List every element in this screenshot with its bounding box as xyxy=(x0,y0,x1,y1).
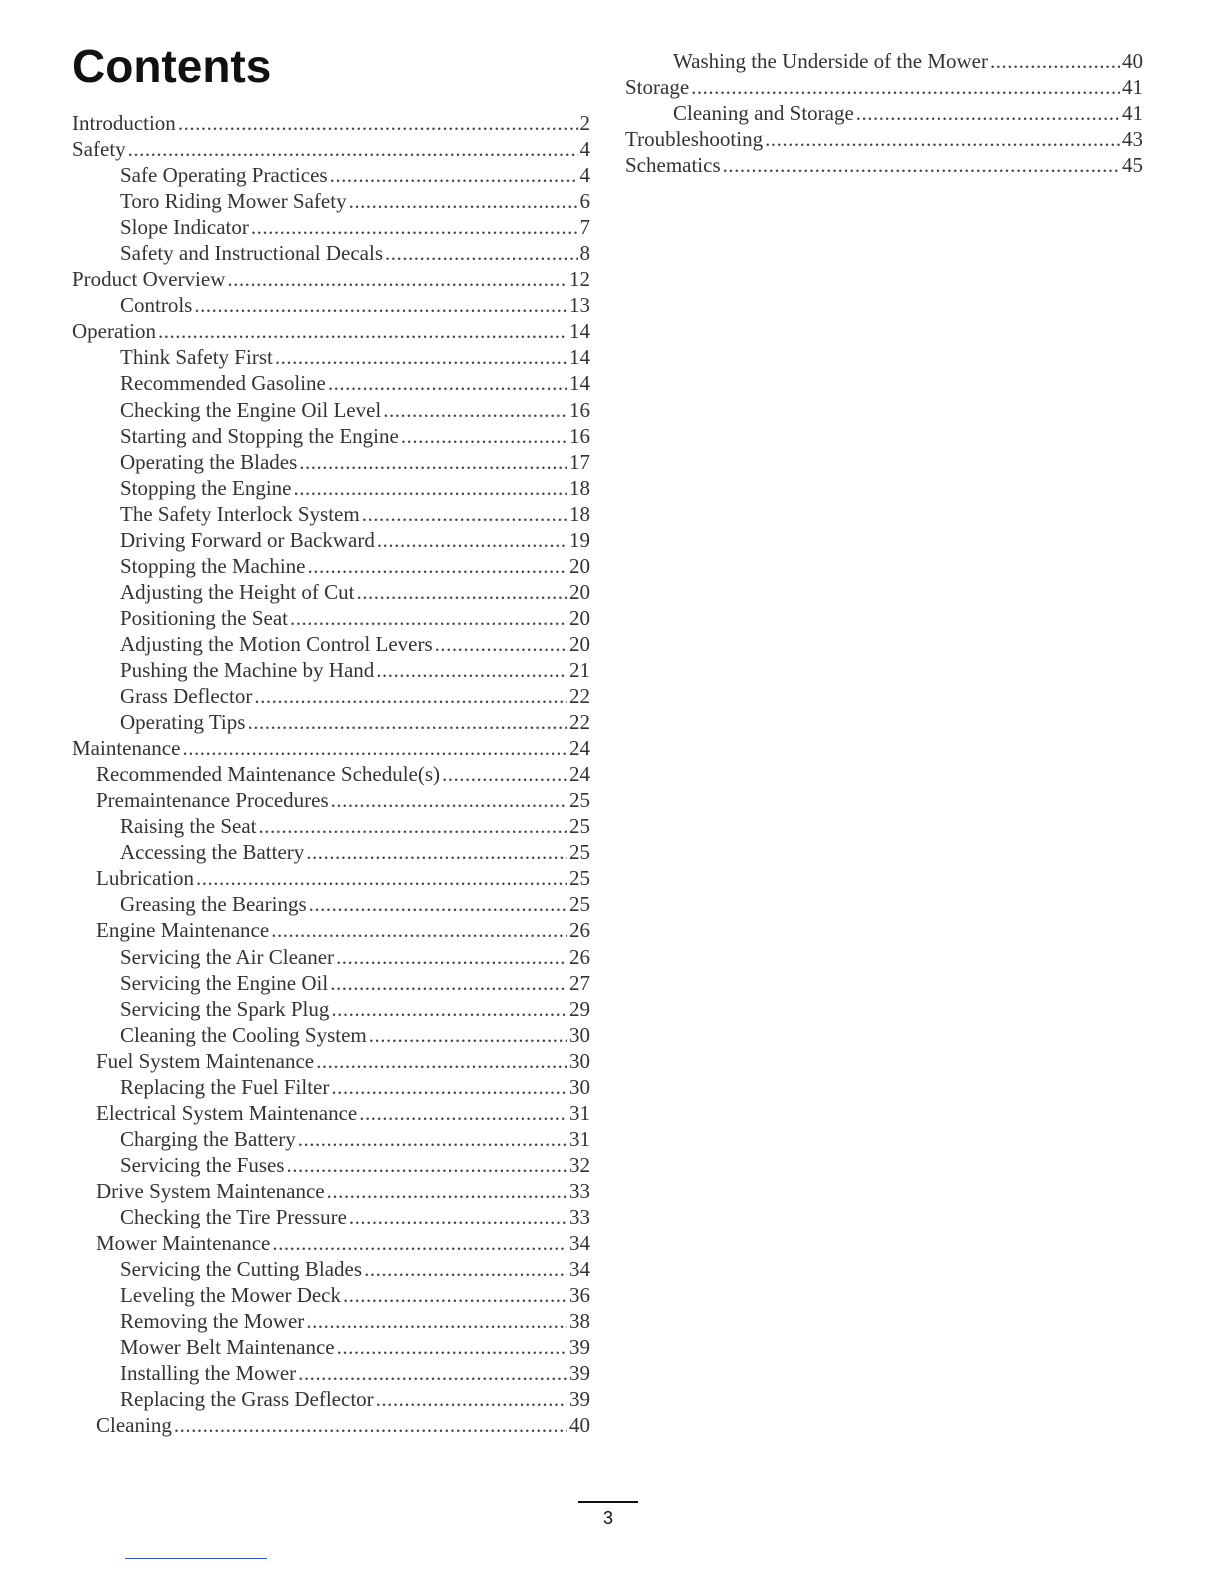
toc-dot-leader xyxy=(990,48,1120,74)
toc-entry-label: Replacing the Grass Deflector xyxy=(120,1387,374,1412)
toc-dot-leader xyxy=(298,1360,567,1386)
toc-entry-label: Lubrication xyxy=(96,866,194,891)
toc-entry-servicing-the-air-cleaner[interactable] xyxy=(72,944,590,970)
toc-entry-fuel-system-maintenance[interactable] xyxy=(72,1048,590,1074)
toc-dot-leader xyxy=(359,1100,567,1126)
toc-entry-page: 39 xyxy=(569,1335,590,1360)
toc-dot-leader xyxy=(258,813,567,839)
toc-entry-checking-the-engine-oil-level[interactable] xyxy=(72,397,590,423)
toc-entry-page: 40 xyxy=(1122,49,1143,73)
toc-dot-leader xyxy=(306,839,567,865)
toc-entry-page: 29 xyxy=(569,996,590,1021)
toc-entry-mower-maintenance[interactable] xyxy=(72,1230,590,1256)
toc-entry-page: 20 xyxy=(569,553,590,578)
toc-entry-page: 18 xyxy=(569,475,590,500)
toc-entry-label: Safety and Instructional Decals xyxy=(120,241,383,266)
toc-entry-controls[interactable] xyxy=(72,292,590,318)
toc-entry-label: Mower Belt Maintenance xyxy=(120,1335,335,1360)
toc-entry-label: Charging the Battery xyxy=(120,1126,296,1151)
toc-entry-label: Washing the Underside of the Mower xyxy=(673,49,988,73)
toc-dot-leader xyxy=(765,126,1120,152)
toc-entry-page: 14 xyxy=(569,319,590,344)
toc-entry-cleaning-the-cooling-system[interactable] xyxy=(72,1022,590,1048)
toc-entry-label: Starting and Stopping the Engine xyxy=(120,423,399,448)
toc-dot-leader xyxy=(385,240,578,266)
toc-entry-label: Controls xyxy=(120,293,193,318)
toc-entry-page: 24 xyxy=(569,736,590,761)
toc-entry-label: Cleaning and Storage xyxy=(673,101,854,126)
toc-dot-leader xyxy=(330,162,578,188)
toc-entry-stopping-the-engine[interactable] xyxy=(72,475,590,501)
toc-entry-page: 27 xyxy=(569,970,590,995)
toc-entry-mower-belt-maintenance[interactable] xyxy=(72,1334,590,1360)
toc-entry-page: 41 xyxy=(1122,101,1143,126)
toc-entry-label: Safety xyxy=(72,137,126,162)
toc-dot-leader xyxy=(364,1256,567,1282)
toc-entry-page: 34 xyxy=(569,1231,590,1256)
toc-dot-leader xyxy=(349,188,578,214)
toc-entry-label: Mower Maintenance xyxy=(96,1231,271,1256)
toc-entry-installing-the-mower[interactable] xyxy=(72,1360,590,1386)
toc-dot-leader xyxy=(194,292,567,318)
toc-dot-leader xyxy=(174,1412,567,1438)
toc-entry-label: Accessing the Battery xyxy=(120,840,305,865)
toc-entry-page: 22 xyxy=(569,710,590,735)
toc-entry-page: 24 xyxy=(569,762,590,787)
toc-entry-label: Think Safety First xyxy=(120,345,273,370)
toc-entry-page: 30 xyxy=(569,1048,590,1073)
toc-dot-leader xyxy=(306,1308,567,1334)
toc-entry-label: Operating Tips xyxy=(120,710,246,735)
toc-entry-page: 34 xyxy=(569,1257,590,1282)
toc-entry-product-overview[interactable] xyxy=(72,266,590,292)
toc-dot-leader xyxy=(369,1022,567,1048)
toc-entry-accessing-the-battery[interactable] xyxy=(72,839,590,865)
toc-entry-grass-deflector[interactable] xyxy=(72,683,590,709)
toc-dot-leader xyxy=(357,579,568,605)
toc-dot-leader xyxy=(251,214,578,240)
toc-entry-page: 36 xyxy=(569,1283,590,1308)
toc-entry-cleaning-and-storage[interactable] xyxy=(625,100,1143,126)
toc-entry-label: Servicing the Engine Oil xyxy=(120,970,329,995)
toc-entry-page: 22 xyxy=(569,684,590,709)
toc-entry-drive-system-maintenance[interactable] xyxy=(72,1178,590,1204)
toc-dot-leader xyxy=(331,787,567,813)
toc-entry-label: Positioning the Seat xyxy=(120,605,288,630)
toc-dot-leader xyxy=(128,136,578,162)
toc-right-column xyxy=(625,48,1143,178)
toc-entry-label: Engine Maintenance xyxy=(96,918,270,943)
toc-entry-label: Servicing the Air Cleaner xyxy=(120,944,335,969)
toc-entry-label: Safe Operating Practices xyxy=(120,163,328,188)
toc-entry-page: 16 xyxy=(569,397,590,422)
toc-entry-page: 8 xyxy=(579,241,590,266)
toc-entry-page: 33 xyxy=(569,1178,590,1203)
toc-left-column xyxy=(72,110,590,1438)
toc-entry-label: Operation xyxy=(72,319,156,344)
toc-entry-label: Recommended Gasoline xyxy=(120,371,326,396)
toc-dot-leader xyxy=(376,1386,567,1412)
toc-entry-page: 40 xyxy=(569,1413,590,1438)
toc-entry-positioning-the-seat[interactable] xyxy=(72,605,590,631)
toc-entry-page: 17 xyxy=(569,449,590,474)
toc-entry-page: 20 xyxy=(569,605,590,630)
toc-dot-leader xyxy=(442,761,567,787)
toc-entry-label: Removing the Mower xyxy=(120,1309,305,1334)
toc-entry-page: 6 xyxy=(579,189,590,214)
toc-entry-page: 7 xyxy=(579,215,590,240)
toc-entry-label: Servicing the Spark Plug xyxy=(120,996,330,1021)
toc-entry-pushing-the-machine-by-hand[interactable] xyxy=(72,657,590,683)
toc-dot-leader xyxy=(158,318,567,344)
toc-entry-page: 38 xyxy=(569,1309,590,1334)
toc-entry-page: 39 xyxy=(569,1387,590,1412)
toc-entry-driving-forward-or-backward[interactable] xyxy=(72,527,590,553)
toc-entry-engine-maintenance[interactable] xyxy=(72,917,590,943)
toc-entry-operating-the-blades[interactable] xyxy=(72,449,590,475)
toc-entry-page: 25 xyxy=(569,892,590,917)
toc-entry-page: 33 xyxy=(569,1204,590,1229)
toc-entry-label: Checking the Tire Pressure xyxy=(120,1204,347,1229)
toc-entry-page: 31 xyxy=(569,1100,590,1125)
toc-entry-page: 43 xyxy=(1122,127,1143,152)
toc-entry-label: Stopping the Engine xyxy=(120,475,292,500)
toc-dot-leader xyxy=(299,449,567,475)
toc-entry-servicing-the-cutting-blades[interactable] xyxy=(72,1256,590,1282)
toc-dot-leader xyxy=(376,657,567,683)
page-title: Contents xyxy=(72,40,272,92)
toc-entry-safety-and-instructional-decals[interactable] xyxy=(72,240,590,266)
toc-entry-label: Cleaning the Cooling System xyxy=(120,1022,367,1047)
toc-entry-page: 39 xyxy=(569,1361,590,1386)
toc-entry-page: 18 xyxy=(569,501,590,526)
toc-entry-label: Maintenance xyxy=(72,736,181,761)
toc-dot-leader xyxy=(343,1282,567,1308)
toc-entry-stopping-the-machine[interactable] xyxy=(72,553,590,579)
toc-entry-page: 25 xyxy=(569,788,590,813)
toc-entry-label: Adjusting the Motion Control Levers xyxy=(120,631,433,656)
toc-entry-checking-the-tire-pressure[interactable] xyxy=(72,1204,590,1230)
toc-dot-leader xyxy=(290,605,567,631)
toc-entry-label: Premaintenance Procedures xyxy=(96,788,329,813)
toc-entry-servicing-the-fuses[interactable] xyxy=(72,1152,590,1178)
toc-entry-label: Troubleshooting xyxy=(625,127,764,152)
footer-page-number: 3 xyxy=(602,1508,613,1528)
toc-entry-page: 4 xyxy=(579,163,590,188)
toc-entry-label: Pushing the Machine by Hand xyxy=(120,657,375,682)
toc-entry-label: Operating the Blades xyxy=(120,449,298,474)
toc-dot-leader xyxy=(723,152,1120,178)
toc-entry-label: Greasing the Bearings xyxy=(120,892,307,917)
toc-entry-greasing-the-bearings[interactable] xyxy=(72,891,590,917)
toc-entry-charging-the-battery[interactable] xyxy=(72,1126,590,1152)
toc-dot-leader xyxy=(294,475,568,501)
toc-entry-label: Servicing the Fuses xyxy=(120,1152,285,1177)
toc-entry-slope-indicator[interactable] xyxy=(72,214,590,240)
toc-entry-think-safety-first[interactable] xyxy=(72,344,590,370)
toc-dot-leader xyxy=(254,683,567,709)
toc-dot-leader xyxy=(336,944,567,970)
toc-entry-page: 30 xyxy=(569,1074,590,1099)
toc-dot-leader xyxy=(271,917,567,943)
toc-dot-leader xyxy=(331,996,567,1022)
toc-entry-label: Adjusting the Height of Cut xyxy=(120,579,355,604)
toc-entry-electrical-system-maintenance[interactable] xyxy=(72,1100,590,1126)
toc-entry-page: 19 xyxy=(569,527,590,552)
toc-entry-label: Introduction xyxy=(72,111,176,135)
toc-entry-page: 2 xyxy=(579,111,590,135)
toc-dot-leader xyxy=(286,1152,567,1178)
toc-dot-leader xyxy=(196,865,567,891)
toc-dot-leader xyxy=(377,527,567,553)
toc-entry-page: 4 xyxy=(579,137,590,162)
toc-entry-label: Toro Riding Mower Safety xyxy=(120,189,347,214)
toc-entry-label: Checking the Engine Oil Level xyxy=(120,397,382,422)
toc-entry-maintenance[interactable] xyxy=(72,735,590,761)
toc-dot-leader xyxy=(383,397,567,423)
toc-entry-page: 20 xyxy=(569,579,590,604)
toc-entry-leveling-the-mower-deck[interactable] xyxy=(72,1282,590,1308)
toc-dot-leader xyxy=(435,631,567,657)
toc-entry-safe-operating-practices[interactable] xyxy=(72,162,590,188)
toc-dot-leader xyxy=(327,1178,567,1204)
toc-entry-page: 41 xyxy=(1122,75,1143,100)
toc-dot-leader xyxy=(272,1230,567,1256)
toc-dot-leader xyxy=(401,423,567,449)
toc-entry-page: 21 xyxy=(569,657,590,682)
toc-entry-label: Product Overview xyxy=(72,267,226,292)
toc-entry-safety[interactable] xyxy=(72,136,590,162)
toc-dot-leader xyxy=(182,735,567,761)
toc-entry-recommended-gasoline[interactable] xyxy=(72,370,590,396)
toc-entry-page: 20 xyxy=(569,631,590,656)
toc-entry-operation[interactable] xyxy=(72,318,590,344)
toc-entry-recommended-maintenance-schedule-s[interactable] xyxy=(72,761,590,787)
toc-entry-page: 30 xyxy=(569,1022,590,1047)
toc-entry-lubrication[interactable] xyxy=(72,865,590,891)
toc-entry-operating-tips[interactable] xyxy=(72,709,590,735)
toc-dot-leader xyxy=(856,100,1120,126)
toc-entry-troubleshooting[interactable] xyxy=(625,126,1143,152)
toc-dot-leader xyxy=(337,1334,567,1360)
toc-entry-label: Storage xyxy=(625,75,690,100)
toc-entry-page: 32 xyxy=(569,1152,590,1177)
toc-entry-label: Leveling the Mower Deck xyxy=(120,1283,342,1308)
toc-entry-replacing-the-grass-deflector[interactable] xyxy=(72,1386,590,1412)
toc-entry-label: Driving Forward or Backward xyxy=(120,527,375,552)
toc-entry-page: 12 xyxy=(569,267,590,292)
toc-entry-introduction[interactable] xyxy=(72,110,590,136)
toc-entry-label: Cleaning xyxy=(96,1413,172,1438)
toc-entry-label: Raising the Seat xyxy=(120,814,257,839)
toc-dot-leader xyxy=(178,110,578,136)
toc-entry-label: Stopping the Machine xyxy=(120,553,306,578)
toc-dot-leader xyxy=(298,1126,567,1152)
toc-dot-leader xyxy=(227,266,567,292)
toc-dot-leader xyxy=(275,344,567,370)
toc-entry-page: 25 xyxy=(569,866,590,891)
toc-dot-leader xyxy=(349,1204,567,1230)
toc-entry-page: 26 xyxy=(569,944,590,969)
toc-dot-leader xyxy=(328,370,567,396)
toc-entry-replacing-the-fuel-filter[interactable] xyxy=(72,1074,590,1100)
toc-entry-label: Installing the Mower xyxy=(120,1361,297,1386)
toc-dot-leader xyxy=(307,553,567,579)
toc-dot-leader xyxy=(331,1074,567,1100)
toc-entry-removing-the-mower[interactable] xyxy=(72,1308,590,1334)
toc-entry-label: Grass Deflector xyxy=(120,684,253,709)
toc-entry-schematics[interactable] xyxy=(625,152,1143,178)
toc-entry-label: Electrical System Maintenance xyxy=(96,1100,358,1125)
toc-entry-label: Replacing the Fuel Filter xyxy=(120,1074,330,1099)
toc-entry-label: Drive System Maintenance xyxy=(96,1178,325,1203)
toc-entry-storage[interactable] xyxy=(625,74,1143,100)
toc-dot-leader xyxy=(309,891,567,917)
toc-entry-page: 26 xyxy=(569,918,590,943)
toc-entry-starting-and-stopping-the-engine[interactable] xyxy=(72,423,590,449)
toc-entry-servicing-the-spark-plug[interactable] xyxy=(72,996,590,1022)
toc-entry-page: 25 xyxy=(569,840,590,865)
footer-rule xyxy=(578,1501,638,1503)
toc-entry-page: 14 xyxy=(569,345,590,370)
toc-entry-washing-the-underside-of-the-mower[interactable] xyxy=(625,48,1143,74)
toc-entry-toro-riding-mower-safety[interactable] xyxy=(72,188,590,214)
toc-entry-page: 16 xyxy=(569,423,590,448)
toc-entry-raising-the-seat[interactable] xyxy=(72,813,590,839)
toc-dot-leader xyxy=(362,501,567,527)
toc-entry-label: Servicing the Cutting Blades xyxy=(120,1257,363,1282)
toc-entry-servicing-the-engine-oil[interactable] xyxy=(72,970,590,996)
toc-dot-leader xyxy=(691,74,1120,100)
toc-entry-page: 31 xyxy=(569,1126,590,1151)
toc-entry-page: 14 xyxy=(569,371,590,396)
bottom-divider xyxy=(125,1558,267,1559)
toc-entry-label: Slope Indicator xyxy=(120,215,249,240)
toc-entry-the-safety-interlock-system[interactable] xyxy=(72,501,590,527)
toc-entry-adjusting-the-motion-control-levers[interactable] xyxy=(72,631,590,657)
toc-dot-leader xyxy=(316,1048,567,1074)
toc-entry-cleaning[interactable] xyxy=(72,1412,590,1438)
toc-entry-label: The Safety Interlock System xyxy=(120,501,360,526)
toc-entry-label: Fuel System Maintenance xyxy=(96,1048,315,1073)
toc-dot-leader xyxy=(247,709,567,735)
toc-entry-page: 45 xyxy=(1122,153,1143,178)
toc-entry-page: 25 xyxy=(569,814,590,839)
toc-entry-label: Recommended Maintenance Schedule(s) xyxy=(96,762,441,787)
toc-entry-adjusting-the-height-of-cut[interactable] xyxy=(72,579,590,605)
toc-entry-label: Schematics xyxy=(625,153,721,178)
toc-entry-page: 13 xyxy=(569,293,590,318)
toc-dot-leader xyxy=(330,970,567,996)
toc-entry-premaintenance-procedures[interactable] xyxy=(72,787,590,813)
